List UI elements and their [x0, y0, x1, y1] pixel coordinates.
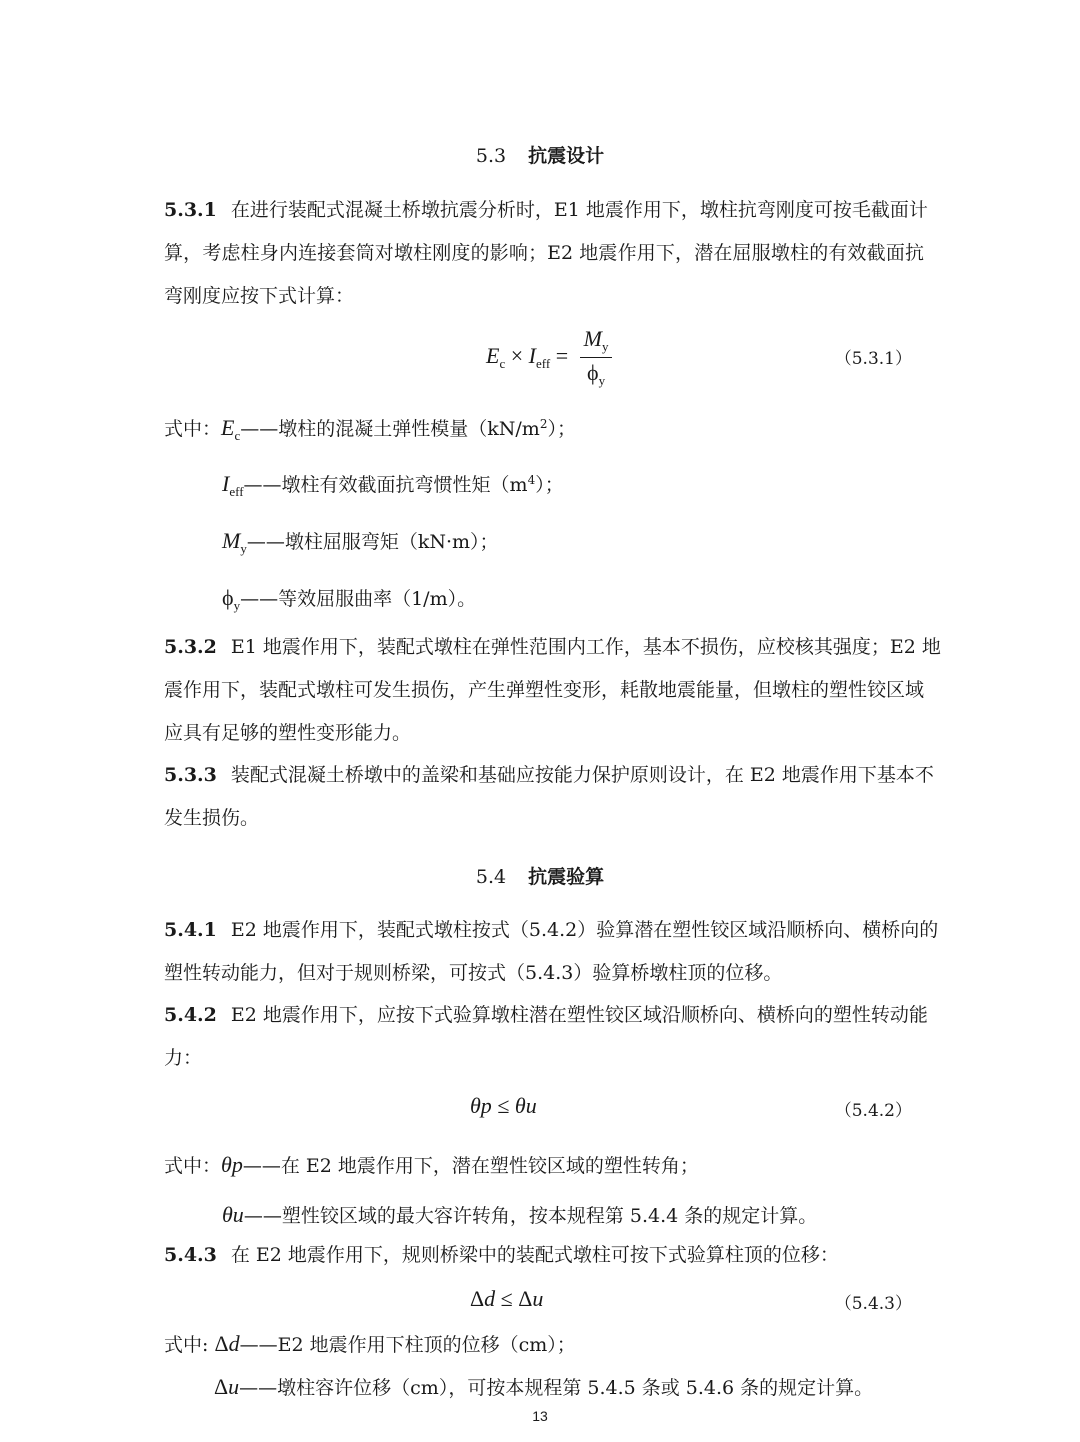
equation-5-4-3: Δd ≤ Δu — [470, 1286, 544, 1311]
clause-number: 5.3.2 — [164, 636, 217, 658]
symbol-definition: $\phi_y——$等效屈服曲率（1/m）。 — [222, 585, 477, 613]
clause-text-line: 力： — [164, 1047, 203, 1069]
symbol-definition: $M_y——$墩柱屈服弯矩（kN·m）； — [222, 528, 499, 556]
clause-text-line: 在进行装配式混凝土桥墩抗震分析时，E1 地震作用下，墩柱抗弯刚度可按毛截面计 — [230, 199, 928, 221]
symbol-definition: $I_{eff}——$墩柱有效截面抗弯惯性矩$(m^4)$； — [222, 471, 564, 499]
symbol-definition: 式中: Δd——E2 地震作用下柱顶的位移（cm）； — [164, 1331, 576, 1356]
clause-text-line: 在 E2 地震作用下，规则桥梁中的装配式墩柱可按下式验算柱顶的位移： — [230, 1244, 839, 1266]
section-heading: 抗震验算 — [528, 866, 605, 888]
clause-number: 5.3.3 — [164, 764, 217, 786]
symbol-definition: Δu——墩柱容许位移（cm），可按本规程第 5.4.5 条或 5.4.6 条的规定计算。 — [214, 1374, 874, 1399]
clause-number: 5.4.2 — [164, 1004, 217, 1026]
symbol-definition: 式中：θp——在 E2 地震作用下，潜在塑性铰区域的塑性转角； — [164, 1152, 699, 1177]
clause-5-3-2 — [164, 626, 941, 755]
clause-text-line: 装配式混凝土桥墩中的盖梁和基础应按能力保护原则设计，在 E2 地震作用下基本不 — [230, 764, 934, 786]
clause-text-line: E2 地震作用下，装配式墩柱按式（5.4.2）验算潜在塑性铰区域沿顺桥向、横桥向的 — [230, 919, 939, 941]
section-heading: 抗震设计 — [528, 145, 605, 167]
clause-text-line: 弯刚度应按下式计算： — [164, 285, 355, 307]
section-title-5-4 — [0, 862, 1080, 889]
equation-number: （5.3.1） — [834, 349, 912, 369]
clause-number: 5.4.3 — [164, 1244, 217, 1266]
equation-number: （5.4.2） — [834, 1101, 912, 1121]
clause-text-line: E2 地震作用下，应按下式验算墩柱潜在塑性铰区域沿顺桥向、横桥向的塑性转动能 — [230, 1004, 928, 1026]
page-number: 13 — [532, 1408, 548, 1424]
section-title-5-3 — [0, 141, 1080, 168]
clause-5-4-3 — [164, 1234, 924, 1277]
clause-number: 5.3.1 — [164, 199, 217, 221]
clause-text-line: 应具有足够的塑性变形能力。 — [164, 722, 412, 744]
section-number: 5.4 — [475, 866, 507, 888]
symbol-definition: θu——塑性铰区域的最大容许转角，按本规程第 5.4.4 条的规定计算。 — [222, 1202, 818, 1227]
clause-text-line: 算，考虑柱身内连接套筒对墩柱刚度的影响；E2 地震作用下，潜在屈服墩柱的有效截面抗 — [164, 242, 924, 264]
symbol-definition: 式中：$E_c——$墩柱的混凝土弹性模量$(kN/m^2)$； — [164, 415, 576, 443]
clause-5-3-1 — [164, 189, 928, 318]
equation-5-3-1: $E_c \times I_{eff}$ = $\frac{M_y}{\phi_y}$ — [486, 326, 612, 389]
section-number: 5.3 — [475, 145, 507, 167]
clause-5-4-1 — [164, 909, 939, 995]
clause-5-4-2 — [164, 994, 928, 1080]
clause-text-line: 震作用下，装配式墩柱可发生损伤，产生弹塑性变形，耗散地震能量，但墩柱的塑性铰区域 — [164, 679, 925, 701]
clause-text-line: E1 地震作用下，装配式墩柱在弹性范围内工作，基本不损伤，应校核其强度；E2 地 — [230, 636, 941, 658]
clause-number: 5.4.1 — [164, 919, 217, 941]
clause-5-3-3 — [164, 754, 934, 840]
fraction: $\frac{M_y}{\phi_y}$ — [580, 326, 613, 389]
equation-5-4-2: θp ≤ θu — [470, 1093, 537, 1118]
clause-text-line: 发生损伤。 — [164, 807, 260, 829]
clause-text-line: 塑性转动能力，但对于规则桥梁，可按式（5.4.3）验算桥墩柱顶的位移。 — [164, 962, 783, 984]
equation-number: （5.4.3） — [834, 1294, 912, 1314]
